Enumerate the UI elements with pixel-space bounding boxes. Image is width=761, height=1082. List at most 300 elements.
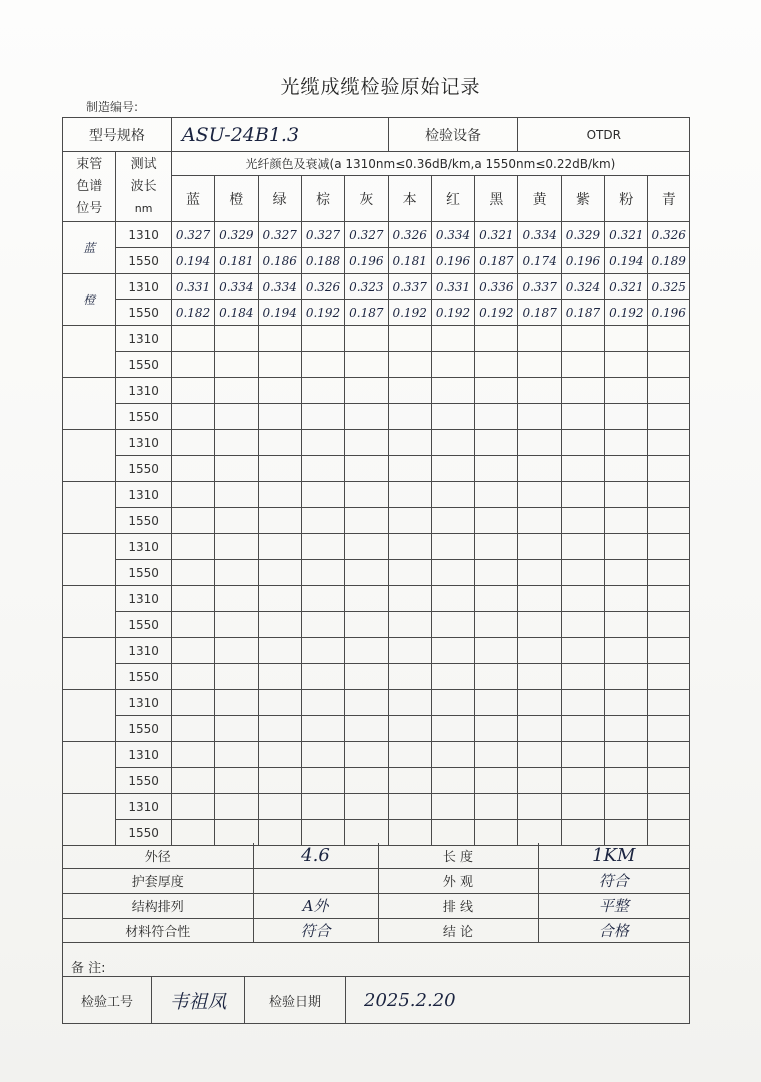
attenuation-cell: 0.337 [518, 274, 561, 300]
table-row [63, 690, 690, 716]
wavelength-cell: 1310 [116, 430, 171, 456]
attenuation-cell [215, 352, 258, 378]
attenuation-cell [388, 456, 431, 482]
attenuation-cell [345, 378, 388, 404]
header-row-1 [63, 152, 690, 176]
attenuation-cell [605, 378, 648, 404]
attenuation-cell: 0.186 [258, 248, 301, 274]
table-row [63, 586, 690, 612]
attenuation-cell [475, 742, 518, 768]
attenuation-cell [258, 612, 301, 638]
table-row [63, 508, 690, 534]
attenuation-cell: 0.192 [431, 300, 474, 326]
table-row [63, 768, 690, 794]
attenuation-cell: 0.189 [648, 248, 690, 274]
attenuation-cell [518, 716, 561, 742]
table-row [63, 300, 690, 326]
attenuation-cell: 0.325 [648, 274, 690, 300]
attenuation-cell: 0.196 [648, 300, 690, 326]
attenuation-cell [171, 638, 214, 664]
wavelength-cell: 1550 [116, 508, 171, 534]
attenuation-cell [648, 638, 690, 664]
attenuation-cell: 0.192 [605, 300, 648, 326]
attenuation-cell [648, 352, 690, 378]
attenuation-cell [475, 560, 518, 586]
attenuation-cell [561, 326, 604, 352]
attenuation-cell [301, 664, 344, 690]
wavelength-cell: 1310 [116, 378, 171, 404]
material-label: 材料符合性 [63, 918, 253, 942]
wavelength-cell: 1310 [116, 690, 171, 716]
attenuation-cell [561, 378, 604, 404]
attenuation-cell [171, 326, 214, 352]
table-row [63, 794, 690, 820]
attenuation-cell [171, 560, 214, 586]
attenuation-cell [518, 664, 561, 690]
attenuation-cell: 0.196 [561, 248, 604, 274]
attenuation-cell [258, 638, 301, 664]
attenuation-cell [648, 456, 690, 482]
attenuation-cell [431, 326, 474, 352]
attenuation-cell [258, 378, 301, 404]
attenuation-cell [605, 430, 648, 456]
attenuation-cell [345, 794, 388, 820]
wavelength-cell: 1310 [116, 274, 171, 300]
attenuation-cell [258, 430, 301, 456]
attenuation-cell [561, 560, 604, 586]
table-row [63, 222, 690, 248]
attenuation-cell [345, 560, 388, 586]
attenuation-cell [561, 404, 604, 430]
attenuation-cell [518, 690, 561, 716]
inspector-row [62, 977, 690, 1024]
table-row [63, 430, 690, 456]
attenuation-cell [475, 378, 518, 404]
attenuation-cell [301, 352, 344, 378]
attenuation-cell [605, 716, 648, 742]
attenuation-cell [171, 820, 214, 846]
tube-color-cell [63, 326, 116, 378]
color-header-8: 黄 [518, 176, 561, 222]
attenuation-cell: 0.329 [561, 222, 604, 248]
wavelength-cell: 1310 [116, 742, 171, 768]
attenuation-cell [648, 742, 690, 768]
attenuation-cell [215, 456, 258, 482]
attenuation-cell [388, 534, 431, 560]
table-row [63, 560, 690, 586]
attenuation-cell [475, 794, 518, 820]
attenuation-cell [648, 560, 690, 586]
attenuation-cell [518, 534, 561, 560]
attenuation-cell [215, 404, 258, 430]
attenuation-cell: 0.327 [258, 222, 301, 248]
wavelength-cell: 1550 [116, 404, 171, 430]
attenuation-cell: 0.324 [561, 274, 604, 300]
attenuation-cell [431, 690, 474, 716]
attenuation-cell [258, 534, 301, 560]
table-row [63, 638, 690, 664]
footer-table [62, 843, 690, 943]
attenuation-cell [475, 638, 518, 664]
outer-diameter-value: 4.6 [253, 843, 378, 868]
attenuation-cell [561, 716, 604, 742]
attenuation-cell [518, 482, 561, 508]
attenuation-cell [258, 404, 301, 430]
attenuation-cell [345, 638, 388, 664]
attenuation-cell [605, 482, 648, 508]
attenuation-cell: 0.326 [388, 222, 431, 248]
attenuation-cell [171, 378, 214, 404]
attenuation-cell [215, 794, 258, 820]
table-row [63, 716, 690, 742]
attenuation-cell [431, 794, 474, 820]
inspection-table [62, 117, 690, 846]
attenuation-cell [648, 768, 690, 794]
wavelength-header [116, 152, 171, 222]
attenuation-cell [215, 326, 258, 352]
tube-color-cell [63, 534, 116, 586]
wavelength-cell: 1310 [116, 638, 171, 664]
attenuation-cell [518, 820, 561, 846]
tube-header [63, 152, 116, 222]
attenuation-cell [475, 404, 518, 430]
attenuation-cell: 0.334 [215, 274, 258, 300]
attenuation-cell [605, 638, 648, 664]
attenuation-cell [215, 586, 258, 612]
attenuation-cell [605, 690, 648, 716]
remarks-box [62, 943, 690, 977]
attenuation-cell [258, 586, 301, 612]
length-label: 长 度 [378, 843, 538, 868]
attenuation-cell: 0.188 [301, 248, 344, 274]
remarks-label: 备 注: [71, 961, 106, 976]
attenuation-cell [258, 794, 301, 820]
page-title: 光缆成缆检验原始记录 [280, 76, 481, 98]
attenuation-cell [475, 352, 518, 378]
attenuation-cell: 0.336 [475, 274, 518, 300]
attenuation-cell [215, 716, 258, 742]
attenuation-cell [648, 482, 690, 508]
attenuation-cell [258, 664, 301, 690]
attenuation-cell [345, 820, 388, 846]
attenuation-cell [561, 612, 604, 638]
attenuation-cell: 0.196 [345, 248, 388, 274]
footer-row-1 [63, 843, 689, 868]
wavelength-header-line-1: 测试 [130, 156, 157, 172]
attenuation-cell [518, 508, 561, 534]
model-label: 型号规格 [63, 118, 172, 152]
attenuation-cell [388, 794, 431, 820]
attenuation-cell [431, 352, 474, 378]
wavelength-header-line-2: 波长 [130, 178, 157, 194]
attenuation-cell [301, 326, 344, 352]
attenuation-cell [388, 716, 431, 742]
attenuation-cell [258, 482, 301, 508]
date-label: 检验日期 [245, 977, 346, 1023]
attenuation-cell: 0.192 [388, 300, 431, 326]
attenuation-cell: 0.327 [171, 222, 214, 248]
attenuation-cell [388, 820, 431, 846]
wavelength-cell: 1310 [116, 222, 171, 248]
table-row [63, 326, 690, 352]
attenuation-cell: 0.331 [171, 274, 214, 300]
attenuation-cell [301, 586, 344, 612]
attenuation-cell [345, 404, 388, 430]
attenuation-cell [518, 352, 561, 378]
attenuation-cell [258, 742, 301, 768]
attenuation-cell [431, 534, 474, 560]
attenuation-cell [345, 742, 388, 768]
attenuation-cell: 0.337 [388, 274, 431, 300]
wavelength-cell: 1310 [116, 586, 171, 612]
attenuation-cell [605, 794, 648, 820]
attenuation-cell [605, 742, 648, 768]
wavelength-cell: 1310 [116, 534, 171, 560]
attenuation-cell: 0.184 [215, 300, 258, 326]
attenuation-cell [388, 430, 431, 456]
attenuation-cell: 0.182 [171, 300, 214, 326]
table-row [63, 378, 690, 404]
color-header-2: 绿 [258, 176, 301, 222]
attenuation-cell [518, 560, 561, 586]
attenuation-cell [518, 404, 561, 430]
attenuation-cell [388, 690, 431, 716]
attenuation-cell [648, 404, 690, 430]
attenuation-cell: 0.334 [518, 222, 561, 248]
attenuation-cell: 0.326 [301, 274, 344, 300]
structure-value: A外 [253, 893, 378, 918]
attenuation-cell [648, 378, 690, 404]
attenuation-cell [431, 742, 474, 768]
attenuation-cell [345, 534, 388, 560]
footer-row-2 [63, 868, 689, 893]
attenuation-cell [215, 612, 258, 638]
attenuation-cell [518, 456, 561, 482]
attenuation-cell [345, 326, 388, 352]
footer-grid [63, 843, 689, 942]
attenuation-cell [431, 612, 474, 638]
attenuation-cell [388, 612, 431, 638]
attenuation-cell: 0.194 [258, 300, 301, 326]
outer-diameter-label: 外径 [63, 843, 253, 868]
sheath-thickness-label: 护套厚度 [63, 868, 253, 893]
appearance-value: 符合 [538, 868, 689, 893]
attenuation-cell: 0.196 [431, 248, 474, 274]
attenuation-cell [171, 794, 214, 820]
attenuation-cell [345, 664, 388, 690]
attenuation-cell: 0.192 [475, 300, 518, 326]
attenuation-cell [561, 482, 604, 508]
attenuation-cell [388, 326, 431, 352]
attenuation-cell [518, 794, 561, 820]
attenuation-cell [258, 456, 301, 482]
attenuation-cell [345, 768, 388, 794]
attenuation-cell [561, 508, 604, 534]
color-header-6: 红 [431, 176, 474, 222]
material-value: 符合 [253, 918, 378, 942]
attenuation-cell [345, 430, 388, 456]
attenuation-cell [561, 638, 604, 664]
attenuation-cell [258, 716, 301, 742]
attenuation-cell [345, 482, 388, 508]
attenuation-cell: 0.331 [431, 274, 474, 300]
attenuation-cell: 0.187 [518, 300, 561, 326]
attenuation-cell [561, 456, 604, 482]
attenuation-cell [301, 820, 344, 846]
attenuation-cell [258, 560, 301, 586]
wavelength-cell: 1310 [116, 482, 171, 508]
attenuation-cell [301, 690, 344, 716]
table-row [63, 352, 690, 378]
attenuation-cell: 0.321 [475, 222, 518, 248]
attenuation-cell [518, 612, 561, 638]
table-row [63, 534, 690, 560]
attenuation-cell [648, 664, 690, 690]
attenuation-cell [215, 820, 258, 846]
date-value: 2025.2.20 [364, 989, 456, 1011]
attenuation-cell [605, 612, 648, 638]
tube-color-cell [63, 690, 116, 742]
wavelength-cell: 1550 [116, 820, 171, 846]
attenuation-cell [258, 690, 301, 716]
attenuation-cell [301, 794, 344, 820]
color-header-7: 黑 [475, 176, 518, 222]
attenuation-cell [475, 326, 518, 352]
attenuation-cell [388, 664, 431, 690]
table-row [63, 456, 690, 482]
attenuation-cell [431, 716, 474, 742]
attenuation-cell [301, 508, 344, 534]
attenuation-cell [605, 326, 648, 352]
attenuation-cell [475, 482, 518, 508]
attenuation-cell [475, 456, 518, 482]
attenuation-cell [518, 638, 561, 664]
attenuation-cell [648, 794, 690, 820]
attenuation-cell [345, 508, 388, 534]
attenuation-cell: 0.174 [518, 248, 561, 274]
tube-color-cell [63, 586, 116, 638]
attenuation-cell [561, 768, 604, 794]
attenuation-cell [518, 326, 561, 352]
attenuation-cell: 0.194 [171, 248, 214, 274]
tube-color-cell [63, 638, 116, 690]
attenuation-cell [431, 638, 474, 664]
tube-color-cell [63, 378, 116, 430]
attenuation-cell [258, 326, 301, 352]
equipment-label: 检验设备 [388, 118, 518, 152]
attenuation-cell [605, 534, 648, 560]
attenuation-cell [215, 768, 258, 794]
model-value: ASU-24B1.3 [171, 118, 388, 152]
table-row [63, 274, 690, 300]
attenuation-cell [215, 378, 258, 404]
wavelength-cell: 1550 [116, 664, 171, 690]
attenuation-cell [431, 664, 474, 690]
color-header-3: 棕 [301, 176, 344, 222]
cabling-value: 平整 [538, 893, 689, 918]
attenuation-cell [518, 742, 561, 768]
attenuation-cell [258, 352, 301, 378]
attenuation-cell [215, 482, 258, 508]
tube-color-cell [63, 794, 116, 846]
attenuation-cell [171, 508, 214, 534]
color-header-9: 紫 [561, 176, 604, 222]
attenuation-cell [431, 430, 474, 456]
attenuation-cell [301, 716, 344, 742]
attenuation-cell [475, 820, 518, 846]
attenuation-cell: 0.181 [388, 248, 431, 274]
attenuation-cell [431, 508, 474, 534]
attenuation-cell [388, 768, 431, 794]
attenuation-cell [475, 430, 518, 456]
attenuation-header: 光纤颜色及衰减(a 1310nm≤0.36dB/km,a 1550nm≤0.22dB/km) [171, 152, 689, 176]
attenuation-cell [171, 586, 214, 612]
attenuation-cell [561, 664, 604, 690]
attenuation-cell [171, 482, 214, 508]
attenuation-cell [171, 430, 214, 456]
attenuation-cell [388, 352, 431, 378]
attenuation-cell [518, 430, 561, 456]
attenuation-cell [171, 534, 214, 560]
attenuation-cell [258, 508, 301, 534]
attenuation-cell [171, 664, 214, 690]
attenuation-cell [171, 768, 214, 794]
attenuation-cell [388, 742, 431, 768]
attenuation-cell [171, 456, 214, 482]
attenuation-cell [561, 742, 604, 768]
attenuation-cell [475, 716, 518, 742]
attenuation-cell [431, 820, 474, 846]
attenuation-cell [648, 612, 690, 638]
attenuation-cell [518, 768, 561, 794]
table-row [63, 482, 690, 508]
tube-color-cell [63, 430, 116, 482]
attenuation-cell [605, 820, 648, 846]
attenuation-cell: 0.321 [605, 222, 648, 248]
attenuation-cell [475, 534, 518, 560]
tube-color-cell: 橙 [63, 274, 116, 326]
tube-header-line-2: 色谱 [76, 178, 103, 194]
attenuation-cell: 0.181 [215, 248, 258, 274]
table-row [63, 404, 690, 430]
equipment-value: OTDR [518, 118, 690, 152]
color-header-4: 灰 [345, 176, 388, 222]
table-row [63, 742, 690, 768]
attenuation-cell [171, 612, 214, 638]
attenuation-cell [475, 508, 518, 534]
attenuation-cell: 0.327 [345, 222, 388, 248]
attenuation-cell [388, 586, 431, 612]
attenuation-cell [648, 690, 690, 716]
attenuation-cell: 0.334 [431, 222, 474, 248]
attenuation-cell [605, 508, 648, 534]
attenuation-cell [605, 456, 648, 482]
attenuation-cell [301, 612, 344, 638]
attenuation-cell [345, 586, 388, 612]
attenuation-cell [561, 794, 604, 820]
attenuation-cell [648, 716, 690, 742]
table-row [63, 664, 690, 690]
attenuation-cell [431, 586, 474, 612]
footer-row-3 [63, 893, 689, 918]
attenuation-cell [475, 690, 518, 716]
tube-color-cell [63, 482, 116, 534]
wavelength-cell: 1550 [116, 352, 171, 378]
wavelength-cell: 1550 [116, 300, 171, 326]
color-header-0: 蓝 [171, 176, 214, 222]
attenuation-cell [648, 430, 690, 456]
attenuation-cell [215, 664, 258, 690]
